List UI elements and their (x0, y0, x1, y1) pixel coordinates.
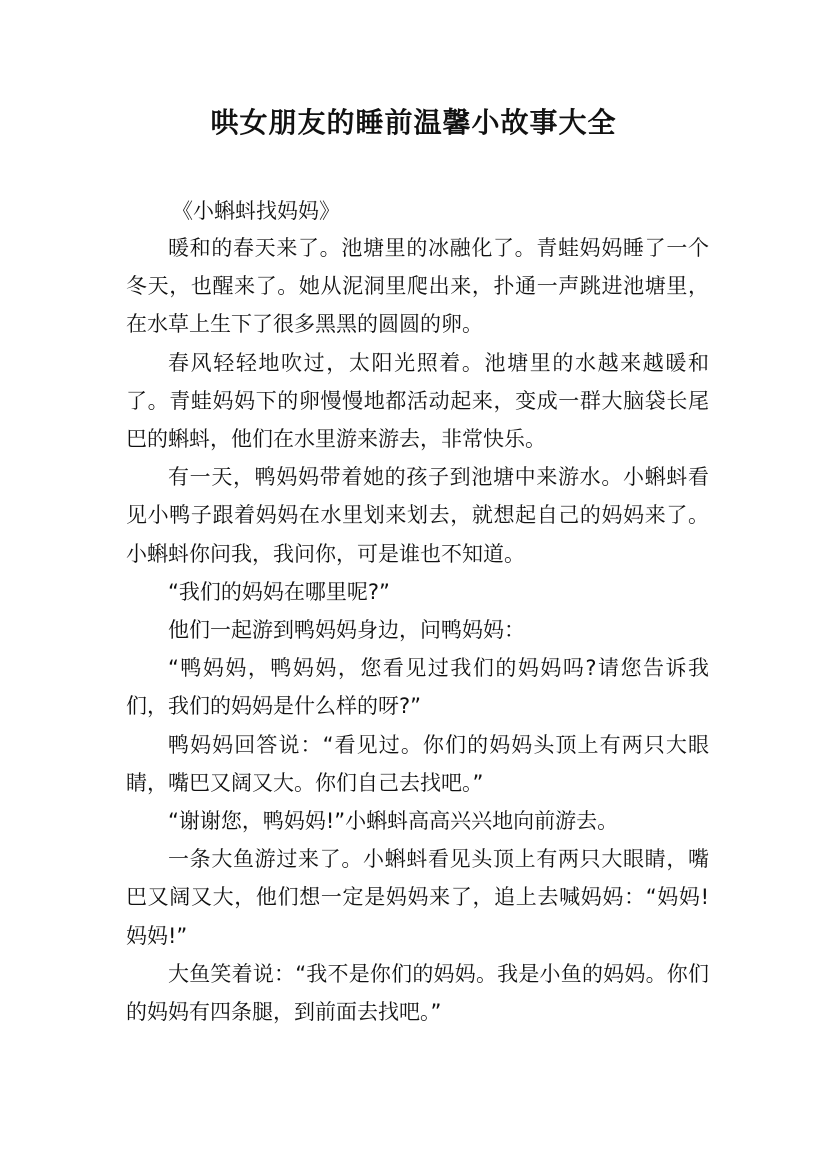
story-paragraph: 有一天，鸭妈妈带着她的孩子到池塘中来游水。小蝌蚪看见小鸭子跟着妈妈在水里划来划去，就想起自己的妈妈来了。小蝌蚪你问我，我问你，可是谁也不知道。 (126, 465, 709, 566)
story-paragraph: 大鱼笑着说：“我不是你们的妈妈。我是小鱼的妈妈。你们的妈妈有四条腿，到前面去找吧。” (126, 961, 709, 1025)
story-paragraph: “我们的妈妈在哪里呢?” (168, 579, 390, 604)
story-paragraph: 春风轻轻地吹过，太阳光照着。池塘里的水越来越暖和了。青蛙妈妈下的卵慢慢地都活动起来，变成一群大脑袋长尾巴的蝌蚪，他们在水里游来游去，非常快乐。 (126, 350, 709, 452)
document-title: 哄女朋友的睡前温馨小故事大全 (210, 106, 617, 139)
story-paragraph: “谢谢您，鸭妈妈!”小蝌蚪高高兴兴地向前游去。 (168, 809, 619, 834)
story-body (126, 229, 709, 1031)
story-paragraph: 一条大鱼游过来了。小蝌蚪看见头顶上有两只大眼睛，嘴巴又阔又大，他们想一定是妈妈来了，追上去喊妈妈：“妈妈!妈妈!” (126, 847, 709, 948)
story-paragraph: “鸭妈妈，鸭妈妈，您看见过我们的妈妈吗?请您告诉我们，我们的妈妈是什么样的呀?” (126, 656, 709, 719)
story-title: 《小蝌蚪找妈妈》 (172, 199, 340, 223)
story-paragraph: 鸭妈妈回答说：“看见过。你们的妈妈头顶上有两只大眼睛，嘴巴又阔又大。你们自己去找吧。” (126, 732, 709, 795)
story-paragraph: 暖和的春天来了。池塘里的冰融化了。青蛙妈妈睡了一个冬天，也醒来了。她从泥洞里爬出来，扑通一声跳进池塘里，在水草上生下了很多黑黑的圆圆的卵。 (126, 236, 709, 337)
story-paragraph: 他们一起游到鸭妈妈身边，问鸭妈妈： (168, 618, 525, 643)
